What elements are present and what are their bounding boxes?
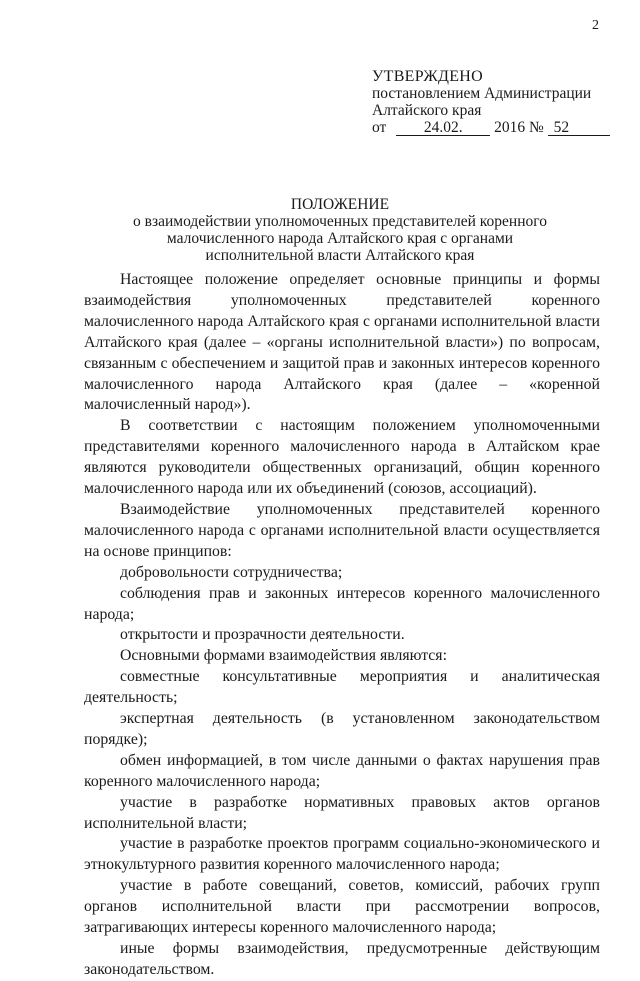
approval-line: Алтайского края [372,102,482,119]
list-item: иные формы взаимодействия, предусмотренные действующим законодательством. [84,940,600,978]
document-heading [60,196,620,264]
document-subtitle-line: исполнительной власти Алтайского края [205,247,475,264]
approval-stamp [372,68,610,136]
approval-date: 24.02. [396,120,490,136]
list-item: участие в работе совещаний, советов, комиссий, рабочих групп органов исполнительной власти при рассмотрении вопросов, затрагивающих интересы коренного малочисленного народа; [84,877,600,937]
document-subtitle-line: о взаимодействии уполномоченных представителей коренного [133,213,547,230]
approval-line: постановлением Администрации [372,85,592,102]
list-item: участие в разработке нормативных правовых актов органов исполнительной власти; [84,793,600,832]
paragraph: Настоящее положение определяет основные принципы и формы взаимодействия уполномоченных представителей коренного малочисленного народа Алтайского края с органами исполнительной власти Алтайского края (далее – «органы исполнительной власти») по вопросам, связанным с обеспечением и защитой прав и законных интересов коренного малочисленного народа Алтайского края (далее – «коренной малочисленный народ»). [84,271,600,414]
list-item: соблюдения прав и законных интересов коренного малочисленного народа; [84,584,600,623]
list-item: участие в разработке проектов программ социально-экономического и этнокультурного развития коренного малочисленного народа; [84,835,600,874]
document-body [84,270,600,981]
list-item: обмен информацией, в том числе данными о фактах нарушения прав коренного малочисленного народа; [84,751,600,790]
approval-date-line [372,119,610,136]
list-item: экспертная деятельность (в установленном законодательством порядке); [84,710,600,748]
approval-number: 52 [548,120,610,136]
list-item: открытости и прозрачности деятельности. [120,626,405,644]
page-number: 2 [592,18,599,33]
list-item: совместные консультативные мероприятия и аналитическая деятельность; [84,668,600,707]
paragraph: Взаимодействие уполномоченных представителей коренного малочисленного народа с органами исполнительной власти осуществляется на основе принципов: [84,500,600,560]
list-item: добровольности сотрудничества; [120,563,343,581]
date-prefix: от [372,119,387,136]
approval-year: 2016 № [494,119,544,136]
paragraph: В соответствии с настоящим положением уполномоченными представителями коренного малочисленного народа в Алтайском крае являются руководители общественных организаций, общин коренного малочисленного народа или их объединений (союзов, ассоциаций). [84,417,600,498]
document-subtitle-line: малочисленного народа Алтайского края с органами [166,230,514,247]
document-title: ПОЛОЖЕНИЕ [290,196,390,213]
approval-title: УТВЕРЖДЕНО [372,68,484,85]
paragraph: Основными формами взаимодействия являются: [120,647,447,665]
